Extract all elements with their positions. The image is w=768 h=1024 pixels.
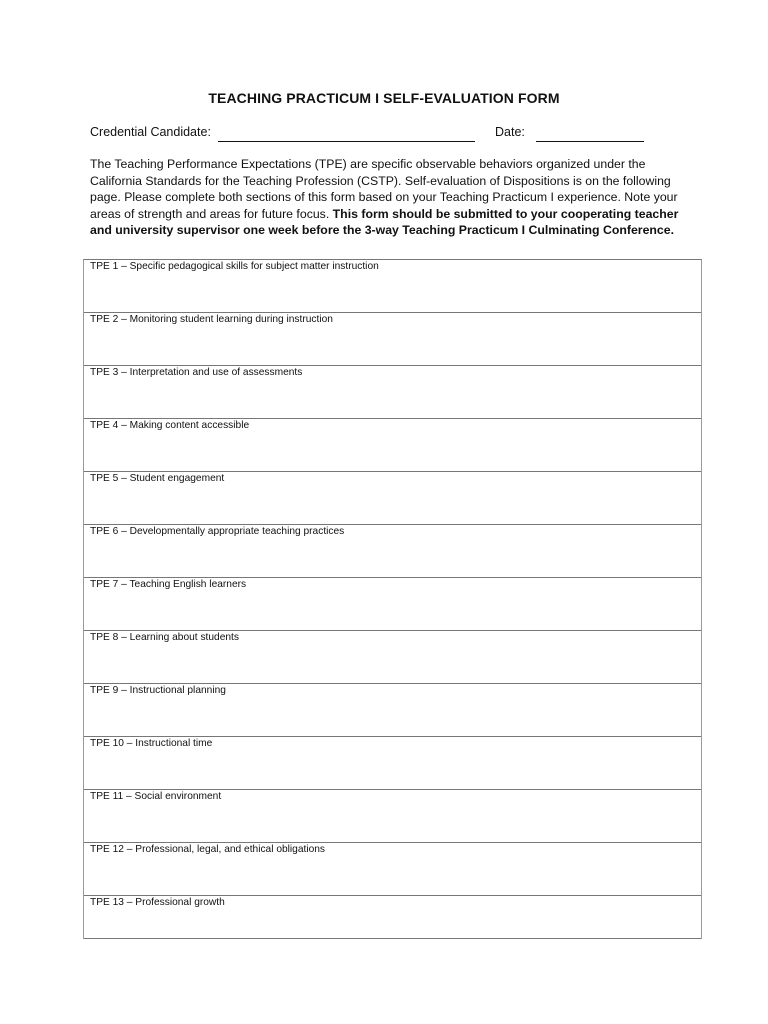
candidate-label: Credential Candidate: <box>90 125 211 139</box>
tpe-label: TPE 13 – Professional growth <box>90 897 225 908</box>
tpe-row-8[interactable] <box>84 631 701 684</box>
tpe-row-5[interactable] <box>84 472 701 525</box>
intro-paragraph <box>90 156 680 239</box>
tpe-row-9[interactable] <box>84 684 701 737</box>
tpe-row-11[interactable] <box>84 790 701 843</box>
tpe-row-13[interactable] <box>84 896 701 939</box>
tpe-label: TPE 12 – Professional, legal, and ethical obligations <box>90 844 326 855</box>
tpe-row-4[interactable] <box>84 419 701 472</box>
tpe-row-2[interactable] <box>84 313 701 366</box>
tpe-label: TPE 7 – Teaching English learners <box>90 579 247 590</box>
date-line[interactable] <box>536 141 644 142</box>
intro-bold-text: This form should be submitted to your cooperating teacher and university supervisor one week before the 3-way Teaching Practicum I Culminating Conference. <box>90 206 679 238</box>
tpe-row-12[interactable] <box>84 843 701 896</box>
tpe-label: TPE 5 – Student engagement <box>90 473 225 484</box>
tpe-row-10[interactable] <box>84 737 701 790</box>
tpe-row-3[interactable] <box>84 366 701 419</box>
tpe-label: TPE 10 – Instructional time <box>90 738 213 749</box>
tpe-label: TPE 6 – Developmentally appropriate teaching practices <box>90 526 345 537</box>
intro-text: The Teaching Performance Expectations (TPE) are specific observable behaviors organized under the California Standards for the Teaching Profession (CSTP). Self-evaluation of Dispositions is on the following page. Please complete both sections of this form based on your Teaching Practicum I experience. Note your areas of strength and areas for future focus. <box>90 157 678 221</box>
tpe-label: TPE 2 – Monitoring student learning during instruction <box>90 314 333 325</box>
date-label: Date: <box>495 125 525 139</box>
tpe-label: TPE 4 – Making content accessible <box>90 420 250 431</box>
form-title: TEACHING PRACTICUM I SELF-EVALUATION FORM <box>208 90 560 106</box>
header-fields <box>90 125 650 145</box>
tpe-row-6[interactable] <box>84 525 701 578</box>
tpe-label: TPE 3 – Interpretation and use of assessments <box>90 367 303 378</box>
tpe-row-1[interactable] <box>84 260 701 313</box>
tpe-row-7[interactable] <box>84 578 701 631</box>
candidate-name-line[interactable] <box>218 141 475 142</box>
tpe-table <box>83 259 702 939</box>
tpe-label: TPE 9 – Instructional planning <box>90 685 226 696</box>
tpe-label: TPE 8 – Learning about students <box>90 632 239 643</box>
tpe-label: TPE 11 – Social environment <box>90 791 222 802</box>
tpe-label: TPE 1 – Specific pedagogical skills for subject matter instruction <box>90 261 379 272</box>
